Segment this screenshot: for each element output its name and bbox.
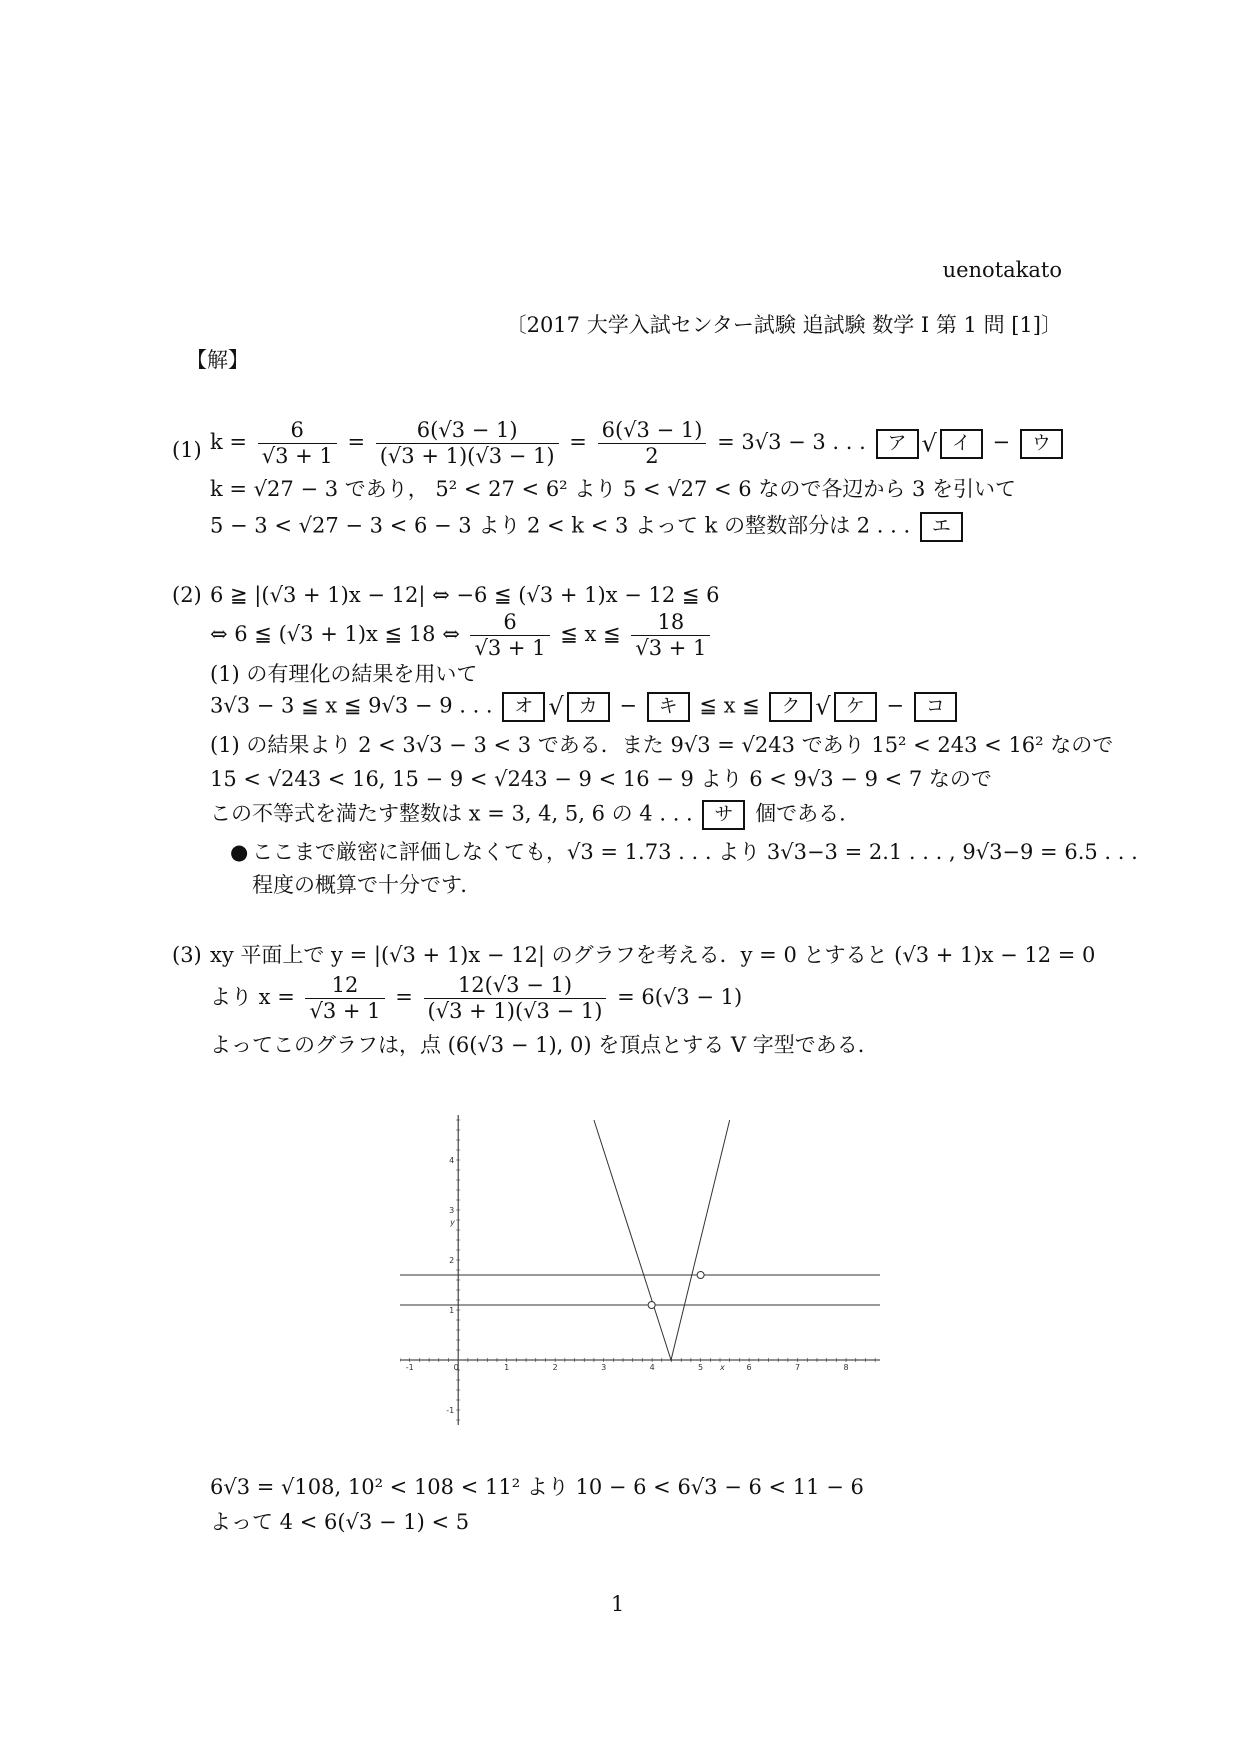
formula-text: =	[347, 430, 366, 455]
denominator: √3 + 1	[635, 636, 707, 661]
y-tick-label: 2	[449, 1256, 455, 1265]
formula-text: ≦ x ≦	[699, 693, 760, 718]
denominator: √3 + 1	[309, 999, 381, 1024]
formula-text: −	[619, 693, 637, 718]
formula-text: ≦ x ≦	[560, 622, 621, 647]
denominator: (√3 + 1)(√3 − 1)	[427, 999, 603, 1024]
fraction	[631, 610, 710, 661]
x-tick-label: 7	[795, 1363, 801, 1372]
fraction	[305, 973, 384, 1024]
part3-line2	[210, 973, 742, 1024]
x-tick-label: 5	[698, 1363, 704, 1372]
numerator: 6	[258, 418, 337, 444]
denominator: √3 + 1	[261, 444, 333, 469]
x-tick-label: -1	[405, 1363, 414, 1372]
x-tick-label: 0	[453, 1363, 459, 1372]
x-axis-label: x	[720, 1363, 725, 1372]
part3-label: (3)	[172, 943, 202, 967]
part1-line3	[210, 512, 966, 542]
part1-formula-line	[210, 418, 1066, 469]
denominator: √3 + 1	[474, 636, 546, 661]
answer-box-u: ウ	[1020, 429, 1063, 459]
denominator: (√3 + 1)(√3 − 1)	[379, 444, 555, 469]
part2-line3: (1) の有理化の結果を用いて	[210, 662, 478, 686]
numerator: 6(√3 − 1)	[598, 418, 707, 444]
fraction	[424, 973, 607, 1024]
numerator: 18	[631, 610, 710, 636]
y-tick-label: 4	[449, 1156, 455, 1165]
solution-label: 【解】	[186, 348, 249, 372]
fraction	[258, 418, 337, 469]
intersection-point	[697, 1272, 704, 1279]
fraction	[470, 610, 549, 661]
answer-box-ki: キ	[647, 692, 690, 722]
formula-text: 個である．	[755, 801, 861, 826]
answer-box-i: イ	[940, 429, 983, 459]
numerator: 12(√3 − 1)	[424, 973, 607, 999]
formula-text: この不等式を満たす整数は x = 3, 4, 5, 6 の 4 . . .	[210, 801, 693, 826]
formula-text: ⇔ 6 ≦ (√3 + 1)x ≦ 18 ⇔	[210, 622, 460, 647]
y-axis-label: y	[450, 1218, 455, 1227]
part2-label: (2)	[172, 583, 202, 607]
numerator: 6(√3 − 1)	[376, 418, 559, 444]
denominator: 2	[645, 444, 659, 469]
formula-text: より x =	[210, 985, 295, 1010]
answer-box-a: ア	[876, 429, 919, 459]
numerator: 12	[305, 973, 384, 999]
part2-line2	[210, 610, 714, 661]
formula-text: =	[395, 985, 413, 1010]
note-bullet-icon: ●	[230, 840, 249, 864]
x-tick-label: 6	[746, 1363, 752, 1372]
note-line1: ここまで厳密に評価しなくても，√3 = 1.73 . . . より 3√3−3 = 2.1 . . . , 9√3−9 = 6.5 . . .	[252, 840, 1138, 864]
formula-text: 3√3 − 3 ≦ x ≦ 9√3 − 9 . . .	[210, 693, 493, 718]
y-tick-label: -1	[446, 1406, 455, 1415]
part2-line1: 6 ≧ |(√3 + 1)x − 12| ⇔ −6 ≦ (√3 + 1)x − 12 ≦ 6	[210, 583, 720, 607]
v-graph-line	[594, 1120, 730, 1360]
part2-line7	[210, 800, 860, 830]
part3-line1: xy 平面上で y = |(√3 + 1)x − 12| のグラフを考える．y = 0 とすると (√3 + 1)x − 12 = 0	[210, 943, 1096, 967]
fraction	[376, 418, 559, 469]
part2-line4	[210, 692, 960, 722]
formula-text: = 3√3 − 3 . . .	[717, 430, 866, 455]
numerator: 6	[470, 610, 549, 636]
answer-box-ke: ケ	[834, 692, 877, 722]
formula-text: = 6(√3 − 1)	[617, 985, 743, 1010]
part1-line2: k = √27 − 3 であり， 5² < 27 < 6² より 5 < √27 < 6 なので各辺から 3 を引いて	[210, 477, 1017, 501]
x-tick-label: 3	[601, 1363, 607, 1372]
x-tick-label: 8	[843, 1363, 849, 1372]
x-tick-label: 1	[504, 1363, 510, 1372]
part2-line6: 15 < √243 < 16, 15 − 9 < √243 − 9 < 16 − 9 より 6 < 9√3 − 9 < 7 なので	[210, 767, 992, 791]
formula-text: −	[992, 430, 1011, 455]
answer-box-ka: カ	[567, 692, 610, 722]
part3-line4: 6√3 = √108, 10² < 108 < 11² より 10 − 6 < 6√3 − 6 < 11 − 6	[210, 1475, 864, 1499]
intersection-point	[648, 1302, 655, 1309]
fraction	[598, 418, 707, 469]
answer-box-ko: コ	[914, 692, 957, 722]
answer-box-sa: サ	[702, 800, 745, 830]
x-tick-label: 2	[552, 1363, 558, 1372]
answer-box-ku: ク	[769, 692, 812, 722]
y-tick-label: 1	[449, 1306, 455, 1315]
radical-sign: √	[921, 429, 937, 458]
formula-text: 5 − 3 < √27 − 3 < 6 − 3 より 2 < k < 3 よって k の整数部分は 2 . . .	[210, 513, 911, 538]
author-name: uenotakato	[942, 258, 1062, 282]
formula-text: −	[886, 693, 905, 718]
formula-text: =	[569, 430, 587, 455]
page-number: 1	[611, 1592, 625, 1616]
answer-box-o: オ	[502, 692, 545, 722]
note-line2: 程度の概算で十分です．	[252, 873, 482, 897]
part1-label: (1)	[172, 438, 202, 462]
y-tick-label: 3	[449, 1206, 455, 1215]
formula-text: k =	[210, 430, 247, 455]
radical-sign: √	[548, 692, 564, 721]
answer-box-e: エ	[920, 512, 963, 542]
radical-sign: √	[815, 692, 831, 721]
part3-line5: よって 4 < 6(√3 − 1) < 5	[210, 1510, 470, 1534]
part2-line5: (1) の結果より 2 < 3√3 − 3 < 3 である．また 9√3 = √243 であり 15² < 243 < 16² なので	[210, 733, 1114, 757]
x-tick-label: 4	[649, 1363, 655, 1372]
v-shaped-graph	[400, 1115, 880, 1425]
source-citation: 〔2017 大学入試センター試験 追試験 数学 I 第 1 問 [1]〕	[505, 313, 1062, 337]
part3-line3: よってこのグラフは，点 (6(√3 − 1), 0) を頂点とする V 字型である．	[210, 1033, 879, 1057]
